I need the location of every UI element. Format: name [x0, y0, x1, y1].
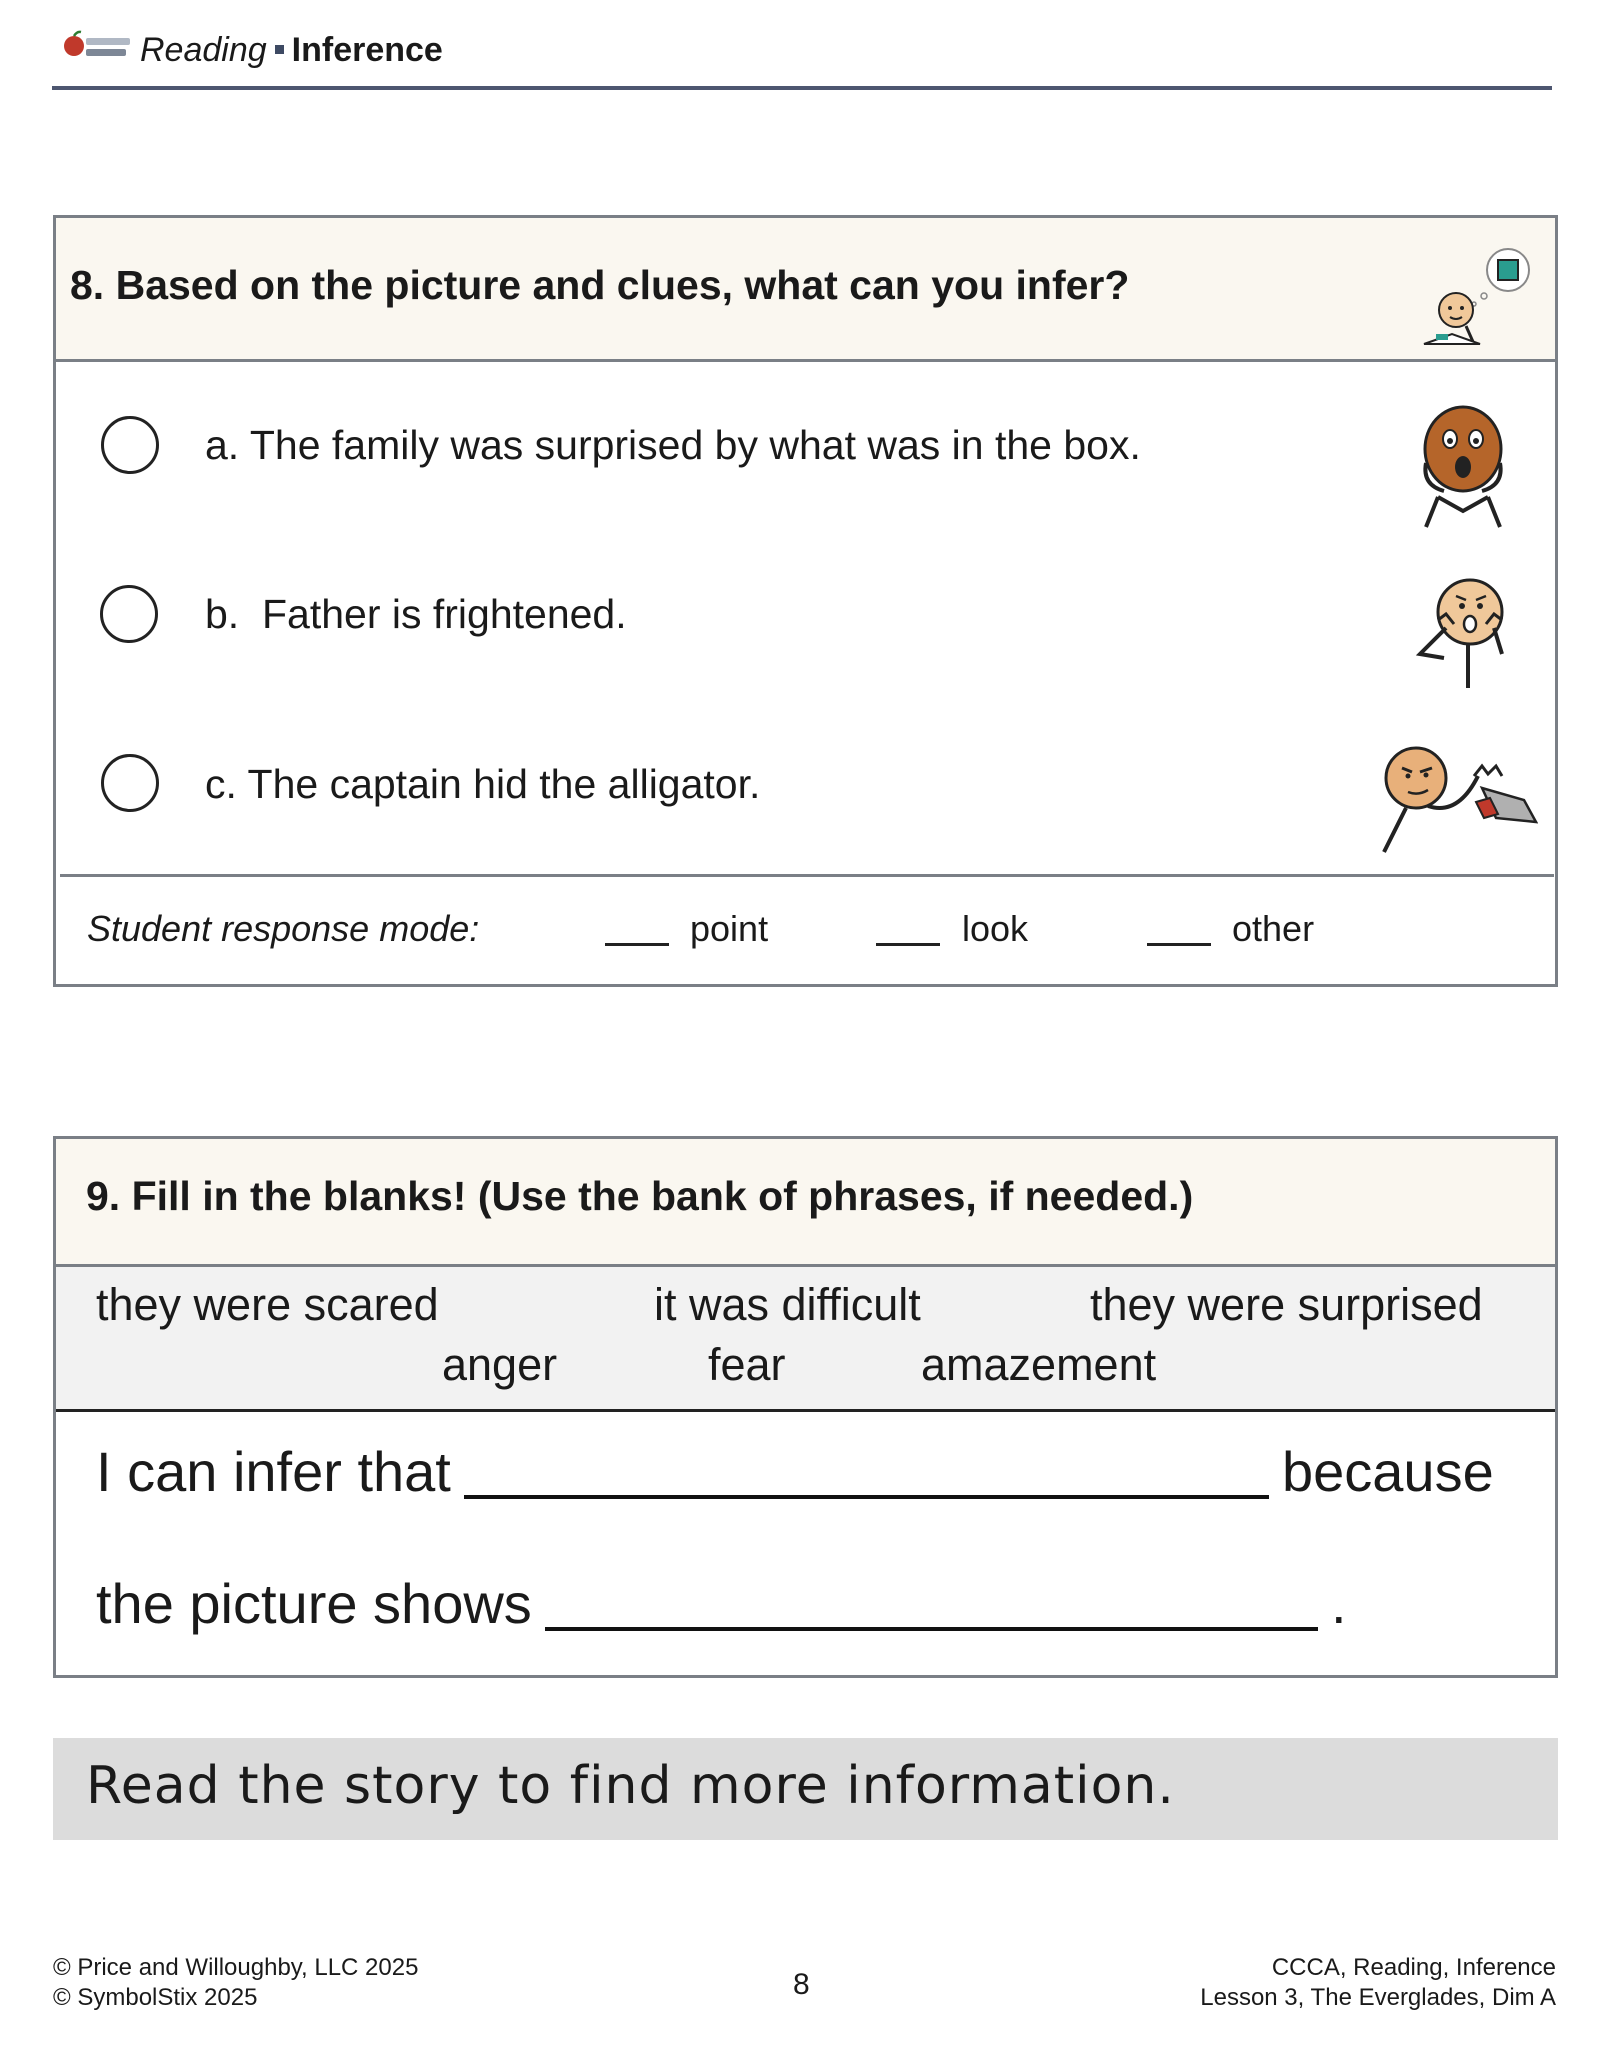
response-mode-other: other — [1232, 908, 1315, 949]
option-b-radio[interactable] — [100, 585, 158, 643]
response-mode-divider — [60, 874, 1554, 877]
question-8-card — [53, 215, 1558, 987]
question-9-header — [56, 1139, 1555, 1267]
hint-banner — [53, 1738, 1558, 1840]
header-divider — [52, 86, 1552, 90]
sentence-2-start: the picture shows — [96, 1572, 532, 1635]
surprised-face-icon — [1408, 401, 1518, 531]
response-mode-blank-other[interactable] — [1147, 943, 1211, 946]
phrase-bank-item: they were scared — [96, 1279, 439, 1330]
sentence-1-end: because — [1282, 1440, 1494, 1503]
question-8-title: 8. Based on the picture and clues, what can you infer? — [70, 262, 1130, 308]
response-mode-blank-point[interactable] — [605, 943, 669, 946]
phrase-bank-item: amazement — [921, 1339, 1157, 1390]
response-mode-label: Student response mode: — [87, 908, 480, 949]
footer-copyright-1: © Price and Willoughby, LLC 2025 — [53, 1954, 419, 1981]
sentence-2-blank[interactable] — [545, 1627, 1318, 1631]
footer-copyright — [53, 1953, 418, 2013]
frightened-face-icon — [1408, 570, 1518, 700]
question-9-card — [53, 1136, 1558, 1678]
option-c-label: c. The captain hid the alligator. — [205, 761, 761, 807]
footer-course-info — [1200, 1953, 1556, 2013]
footer-copyright-2: © SymbolStix 2025 — [53, 1984, 258, 2011]
thinking-student-icon — [1416, 232, 1536, 350]
brand-logo-icon — [60, 30, 132, 64]
hint-text: Read the story to find more information. — [86, 1756, 1175, 1816]
phrase-bank-item: fear — [708, 1339, 786, 1390]
footer-course: CCCA, Reading, Inference — [1271, 1954, 1556, 1981]
header-separator — [275, 45, 284, 54]
footer-lesson: Lesson 3, The Everglades, Dim A — [1200, 1984, 1556, 2011]
response-mode-point: point — [690, 908, 769, 949]
option-c-radio[interactable] — [101, 754, 159, 812]
header-topic: Inference — [291, 31, 443, 69]
sentence-1-start: I can infer that — [96, 1440, 451, 1503]
page-number: 8 — [793, 1968, 810, 2001]
sentence-1-blank[interactable] — [464, 1495, 1269, 1499]
sentence-2-end: . — [1331, 1572, 1347, 1635]
header-subject: Reading — [140, 31, 267, 69]
question-9-title: 9. Fill in the blanks! (Use the bank of phrases, if needed.) — [86, 1173, 1194, 1219]
option-a-label: a. The family was surprised by what was in the box. — [205, 422, 1141, 468]
question-8-header — [56, 218, 1555, 362]
option-a-radio[interactable] — [101, 416, 159, 474]
phrase-bank-item: anger — [442, 1339, 558, 1390]
option-b-label: b. Father is frightened. — [205, 591, 627, 637]
phrase-bank-item: they were surprised — [1090, 1279, 1483, 1330]
response-mode-look: look — [962, 908, 1029, 949]
header-title — [140, 28, 443, 72]
phrase-bank-item: it was difficult — [654, 1279, 921, 1330]
response-mode-blank-look[interactable] — [876, 943, 940, 946]
hiding-person-icon — [1378, 738, 1538, 860]
